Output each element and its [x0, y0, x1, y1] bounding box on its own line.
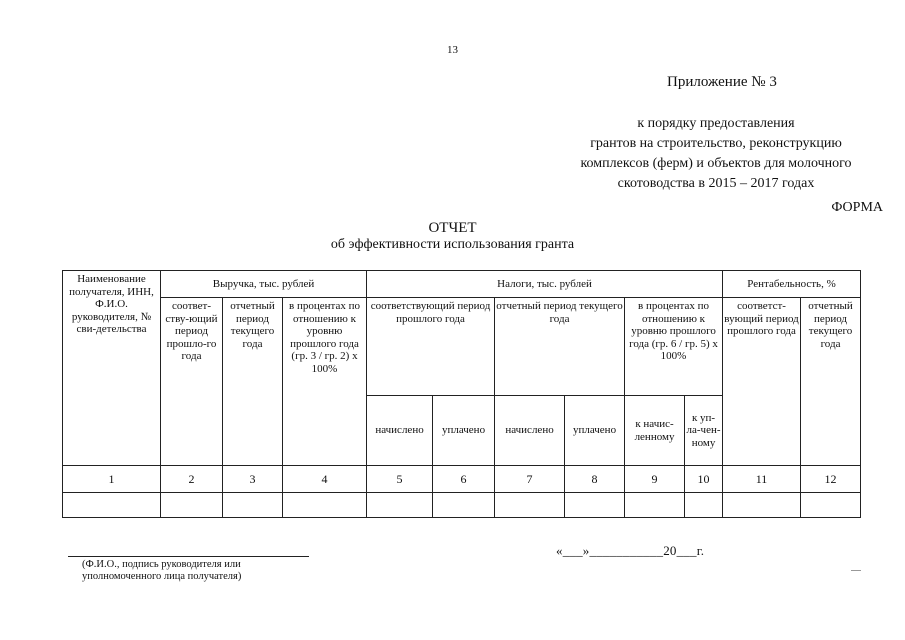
report-table: [62, 270, 861, 518]
appendix-line: скотоводства в 2015 – 2017 годах: [617, 176, 815, 191]
empty-cell: [223, 493, 283, 518]
tax-curr-paid: уплачено: [565, 396, 625, 466]
empty-cell: [161, 493, 223, 518]
column-number: 1: [63, 466, 161, 493]
empty-cell: [495, 493, 565, 518]
empty-cell: [685, 493, 723, 518]
taxes-group-header: Налоги, тыс. рублей: [367, 271, 723, 298]
tax-percent-paid: к уп-ла-чен-ному: [685, 396, 723, 466]
column-number: 7: [495, 466, 565, 493]
column-number: 4: [283, 466, 367, 493]
column-number: 11: [723, 466, 801, 493]
tax-prev-paid: уплачено: [433, 396, 495, 466]
column-number: 5: [367, 466, 433, 493]
profit-prev-header: соответст-вующий период прошлого года: [723, 298, 801, 466]
column-number: 8: [565, 466, 625, 493]
empty-cell: [723, 493, 801, 518]
tax-curr-accrued: начислено: [495, 396, 565, 466]
signature-line: [68, 556, 309, 557]
column-number: 9: [625, 466, 685, 493]
date-line: «___»___________20___г.: [556, 543, 705, 558]
profit-curr-header: отчетный период текущего года: [801, 298, 861, 466]
signature-note-line: уполномоченного лица получателя): [82, 571, 242, 582]
revenue-percent-header: в процентах по отношению к уровню прошлого года (гр. 3 / гр. 2) х 100%: [283, 298, 367, 466]
empty-cell: [625, 493, 685, 518]
report-subtitle: об эффективности использования гранта: [330, 237, 575, 252]
revenue-prev-header: соответ-ству-ющий период прошло-го года: [161, 298, 223, 466]
tax-prev-accrued: начислено: [367, 396, 433, 466]
appendix-line: грантов на строительство, реконструкцию: [590, 136, 842, 151]
report-title: ОТЧЕТ: [428, 220, 477, 236]
col1-header: Наименование получателя, ИНН, Ф.И.О. руководителя, № сви-детельства: [63, 271, 161, 466]
tax-percent-header: в процентах по отношению к уровню прошлого года (гр. 6 / гр. 5) х 100%: [625, 298, 723, 396]
empty-cell: [565, 493, 625, 518]
signature-note: [82, 559, 241, 583]
empty-cell: [63, 493, 161, 518]
appendix-line: к порядку предоставления: [637, 116, 795, 131]
forma-label: ФОРМА: [831, 200, 883, 215]
column-number: 3: [223, 466, 283, 493]
signature-note-line: (Ф.И.О., подпись руководителя или: [82, 559, 241, 570]
appendix-description: [560, 114, 872, 194]
margin-dash: [851, 570, 861, 571]
empty-cell: [367, 493, 433, 518]
column-number: 2: [161, 466, 223, 493]
tax-curr-header: отчетный период текущего года: [495, 298, 625, 396]
column-number: 12: [801, 466, 861, 493]
column-number: 10: [685, 466, 723, 493]
appendix-line: комплексов (ферм) и объектов для молочного: [580, 156, 852, 171]
tax-prev-header: соответствующий период прошлого года: [367, 298, 495, 396]
revenue-group-header: Выручка, тыс. рублей: [161, 271, 367, 298]
tax-percent-accrued: к начис-ленному: [625, 396, 685, 466]
appendix-title: Приложение № 3: [667, 74, 777, 90]
page-number: 13: [447, 44, 458, 56]
profitability-group-header: Рентабельность, %: [723, 271, 861, 298]
empty-cell: [283, 493, 367, 518]
empty-cell: [433, 493, 495, 518]
empty-cell: [801, 493, 861, 518]
revenue-curr-header: отчетный период текущего года: [223, 298, 283, 466]
column-number: 6: [433, 466, 495, 493]
